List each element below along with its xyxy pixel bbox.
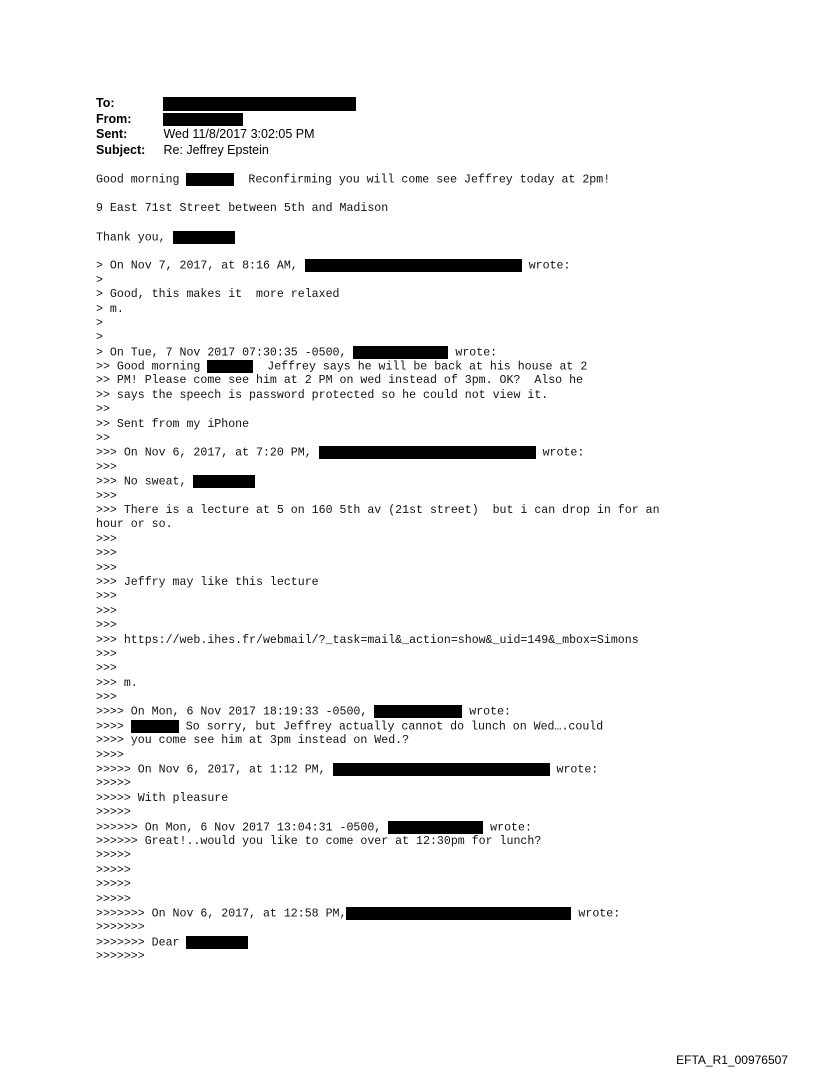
redaction-bar xyxy=(207,360,253,373)
body-line: >>> xyxy=(96,647,117,661)
body-line: >>>>> With pleasure xyxy=(96,791,229,805)
blank-line xyxy=(96,216,736,230)
redaction-bar xyxy=(163,113,243,126)
body-text: Thank you, xyxy=(96,231,166,245)
body-text: >>>>> On Nov 6, 2017, at 1:12 PM, xyxy=(96,763,333,777)
body-line: >>>>> xyxy=(96,878,131,892)
redaction-bar xyxy=(346,907,571,920)
body-text: >> Good morning xyxy=(96,360,208,374)
body-line: >>> https://web.ihes.fr/webmail/?_task=mail&_action=show&_uid=149&_mbox=Simons xyxy=(96,633,639,647)
body-line: >>>> xyxy=(96,748,124,762)
body-line: >>>>>> Great!..would you like to come over at 12:30pm for lunch? xyxy=(96,834,542,848)
body-line: >>> xyxy=(96,604,117,618)
body-line: >>> xyxy=(96,547,117,561)
body-line xyxy=(96,821,736,835)
sent-label: Sent: xyxy=(96,127,128,141)
body-text: > On Nov 7, 2017, at 8:16 AM, xyxy=(96,259,305,273)
redaction-bar xyxy=(333,763,550,776)
body-line xyxy=(96,259,736,273)
subject-row xyxy=(96,143,356,159)
body-line: >>> xyxy=(96,590,117,604)
body-line: hour or so. xyxy=(96,518,173,532)
body-line: >>>>> xyxy=(96,806,131,820)
sent-value: Wed 11/8/2017 3:02:05 PM xyxy=(163,127,315,141)
body-text: wrote: xyxy=(483,821,532,835)
body-line: >>> xyxy=(96,532,117,546)
body-line: >>>>> xyxy=(96,849,131,863)
redaction-bar xyxy=(193,475,255,488)
redaction-bar xyxy=(388,821,483,834)
body-text: Good morning xyxy=(96,173,187,187)
body-text: So sorry, but Jeffrey actually cannot do lunch on Wed….could xyxy=(178,720,604,734)
body-line: >>> There is a lecture at 5 on 160 5th av (21st street) but i can drop in for an xyxy=(96,503,660,517)
body-line xyxy=(96,360,736,374)
body-line: >>>> you come see him at 3pm instead on Wed.? xyxy=(96,734,410,748)
body-line: >>> xyxy=(96,460,117,474)
body-text: >>>> xyxy=(96,720,131,734)
body-line xyxy=(96,907,736,921)
body-line: >> says the speech is password protected so he could not view it. xyxy=(96,388,549,402)
subject-label: Subject: xyxy=(96,142,146,157)
body-line: >> xyxy=(96,403,110,417)
body-line: >>> xyxy=(96,662,117,676)
body-text: >>>>>> On Mon, 6 Nov 2017 13:04:31 -0500, xyxy=(96,821,389,835)
redaction-bar xyxy=(319,446,536,459)
body-line: > xyxy=(96,316,103,330)
body-text: >>>> On Mon, 6 Nov 2017 18:19:33 -0500, xyxy=(96,706,375,720)
body-text: >>> No sweat, xyxy=(96,475,194,489)
from-label: From: xyxy=(96,111,132,126)
body-line: >> xyxy=(96,432,110,446)
body-line xyxy=(96,475,736,489)
body-line xyxy=(96,231,736,245)
body-line xyxy=(96,346,736,360)
body-line xyxy=(96,705,736,719)
body-line: >>> xyxy=(96,691,117,705)
redaction-bar xyxy=(131,720,179,733)
body-line xyxy=(96,720,736,734)
document-id: EFTA_R1_00976507 xyxy=(676,1053,788,1067)
body-text: Reconfirming you will come see Jeffrey today at 2pm! xyxy=(234,173,611,187)
redaction-bar xyxy=(374,705,462,718)
body-text: wrote: xyxy=(462,706,511,720)
body-text: >>>>>>> On Nov 6, 2017, at 12:58 PM, xyxy=(96,907,347,921)
to-label: To: xyxy=(96,96,115,110)
redaction-bar xyxy=(186,936,248,949)
body-line: >>> m. xyxy=(96,676,138,690)
body-line: >>> xyxy=(96,619,117,633)
subject-value: Re: Jeffrey Epstein xyxy=(163,142,269,157)
body-line: >>> xyxy=(96,489,117,503)
body-line: > xyxy=(96,273,103,287)
redaction-bar xyxy=(173,231,235,244)
body-text: wrote: xyxy=(571,907,621,921)
body-line: >>>>> xyxy=(96,777,131,791)
body-line: > m. xyxy=(96,302,124,316)
redaction-bar xyxy=(163,97,356,111)
blank-line xyxy=(96,245,736,259)
body-text: Jeffrey says he will be back at his house at 2 xyxy=(253,360,588,374)
body-text: wrote: xyxy=(535,446,585,460)
body-text: wrote: xyxy=(448,346,498,360)
body-line xyxy=(96,446,736,460)
body-line xyxy=(96,763,736,777)
body-line: >>> xyxy=(96,561,117,575)
body-line: > Good, this makes it more relaxed xyxy=(96,288,340,302)
email-body xyxy=(96,173,736,964)
body-line: 9 East 71st Street between 5th and Madison xyxy=(96,201,389,215)
body-line: >> PM! Please come see him at 2 PM on wed instead of 3pm. OK? Also he xyxy=(96,374,584,388)
sent-row xyxy=(96,127,356,143)
from-row xyxy=(96,112,356,128)
body-text: >>> On Nov 6, 2017, at 7:20 PM, xyxy=(96,446,319,460)
body-text: wrote: xyxy=(549,763,599,777)
body-line: >>> Jeffry may like this lecture xyxy=(96,575,319,589)
body-line xyxy=(96,936,736,950)
redaction-bar xyxy=(186,173,234,186)
email-header xyxy=(96,96,356,158)
body-text: wrote: xyxy=(521,259,571,273)
body-text: > On Tue, 7 Nov 2017 07:30:35 -0500, xyxy=(96,346,354,360)
body-line xyxy=(96,173,736,187)
body-line: >>>>>>> xyxy=(96,950,145,964)
body-line: >>>>> xyxy=(96,892,131,906)
body-line: > xyxy=(96,331,103,345)
body-line: >>>>> xyxy=(96,863,131,877)
body-text: >>>>>>> Dear xyxy=(96,936,187,950)
blank-line xyxy=(96,187,736,201)
body-line: >>>>>>> xyxy=(96,921,145,935)
to-row xyxy=(96,96,356,112)
body-line: >> Sent from my iPhone xyxy=(96,417,250,431)
redaction-bar xyxy=(353,346,448,359)
redaction-bar xyxy=(305,259,522,272)
